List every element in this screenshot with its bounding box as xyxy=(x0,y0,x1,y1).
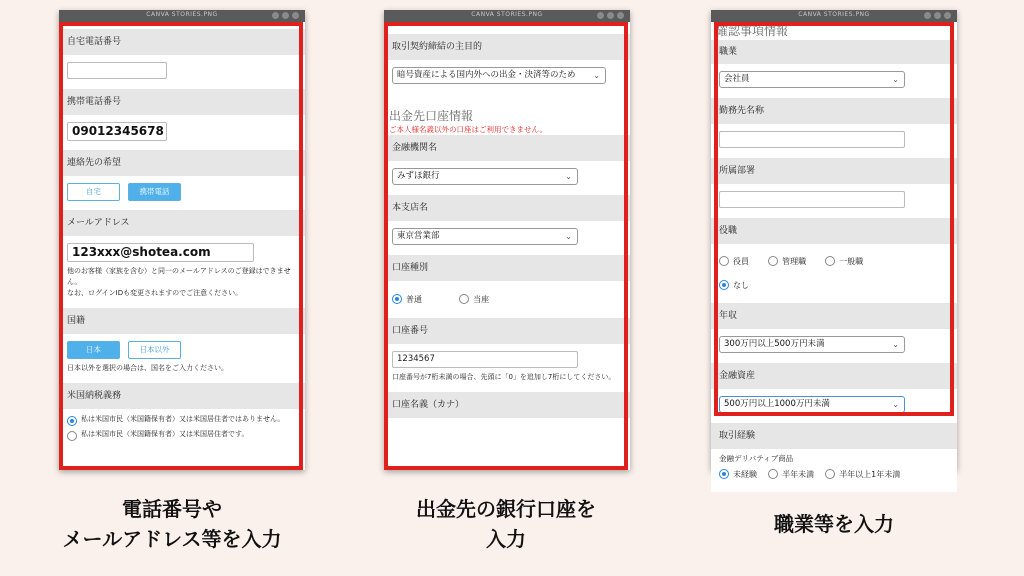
email-note-login: なお、ログインIDも変更されますのでご注意ください。 xyxy=(67,289,243,297)
branch-select[interactable]: 東京営業部 ⌄ xyxy=(392,228,578,245)
section-account-type: 口座種別 xyxy=(384,255,630,281)
account-number-input[interactable]: 1234567 xyxy=(392,351,578,368)
section-bank-name: 金融機関名 xyxy=(384,135,630,161)
window-title: CANVA STORIES.PNG xyxy=(471,11,543,18)
derivatives-label: 金融デリバティブ商品 xyxy=(719,454,794,463)
radio-icon xyxy=(67,431,77,441)
window-title: CANVA STORIES.PNG xyxy=(146,11,218,18)
section-home-phone: 自宅電話番号 xyxy=(59,29,305,55)
us-tax-option-yes[interactable]: 私は米国市民（米国籍保有者）又は米国居住者です。 xyxy=(67,429,297,441)
caption-occupation: 職業等を入力 xyxy=(774,512,894,536)
contact-mobile-button[interactable]: 携帯電話 xyxy=(128,183,181,201)
position-none-radio[interactable]: なし xyxy=(719,280,749,291)
chevron-down-icon: ⌄ xyxy=(565,172,572,181)
section-position: 役職 xyxy=(711,218,957,244)
section-account-number: 口座番号 xyxy=(384,318,630,344)
section-job: 職業 xyxy=(711,40,957,64)
assets-select[interactable]: 500万円以上1000万円未満 ⌄ xyxy=(719,396,905,413)
section-income: 年収 xyxy=(711,303,957,329)
maximize-button[interactable] xyxy=(607,12,614,19)
chevron-down-icon: ⌄ xyxy=(892,340,899,349)
caption-bank: 出金先の銀行口座を 入力 xyxy=(416,497,596,551)
radio-icon xyxy=(768,469,778,479)
close-button[interactable] xyxy=(944,12,951,19)
nationality-japan-button[interactable]: 日本 xyxy=(67,341,120,359)
chevron-down-icon: ⌄ xyxy=(892,400,899,409)
radio-icon xyxy=(825,256,835,266)
chevron-down-icon: ⌄ xyxy=(593,71,600,80)
radio-icon xyxy=(719,256,729,266)
home-phone-input[interactable] xyxy=(67,62,167,79)
section-company: 勤務先名称 xyxy=(711,98,957,124)
mobile-phone-input[interactable]: 09012345678 xyxy=(67,122,167,141)
confirmation-heading: 確認事項情報 xyxy=(716,24,789,38)
window-titlebar xyxy=(384,10,630,22)
us-tax-option-no[interactable]: 私は米国市民（米国籍保有者）又は米国居住者ではありません。 xyxy=(67,414,297,426)
type-normal-radio[interactable]: 普通 xyxy=(392,294,422,305)
radio-icon xyxy=(719,469,729,479)
section-trade-experience: 取引経験 xyxy=(711,423,957,449)
form-bank xyxy=(384,22,630,470)
app-window-occupation xyxy=(711,10,957,479)
section-us-tax: 米国納税義務 xyxy=(59,383,305,409)
department-input[interactable] xyxy=(719,191,905,208)
radio-icon xyxy=(719,280,729,290)
close-button[interactable] xyxy=(292,12,299,19)
position-officer-radio[interactable]: 役員 xyxy=(719,256,749,267)
minimize-button[interactable] xyxy=(272,12,279,19)
exp-1y-radio[interactable]: 半年以上1年未満 xyxy=(825,469,900,480)
account-number-note: 口座番号が7桁未満の場合、先頭に「0」を追加し7桁にしてください。 xyxy=(392,373,616,381)
exp-half-radio[interactable]: 半年未満 xyxy=(768,469,814,480)
chevron-down-icon: ⌄ xyxy=(892,75,899,84)
app-window-bank xyxy=(384,10,630,470)
section-mobile: 携帯電話番号 xyxy=(59,89,305,115)
radio-icon xyxy=(459,294,469,304)
form-occupation xyxy=(711,22,957,479)
section-contact-preference: 連絡先の希望 xyxy=(59,150,305,176)
position-staff-radio[interactable]: 一般職 xyxy=(825,256,863,267)
radio-icon xyxy=(392,294,402,304)
form-contact xyxy=(59,22,305,470)
minimize-button[interactable] xyxy=(597,12,604,19)
account-warning: ご本人様名義以外の口座はご利用できません。 xyxy=(389,125,547,134)
email-input[interactable]: 123xxx@shotea.com xyxy=(67,243,254,262)
section-branch: 本支店名 xyxy=(384,195,630,221)
radio-icon xyxy=(67,416,77,426)
section-account-name: 口座名義（カナ） xyxy=(384,392,630,418)
position-manager-radio[interactable]: 管理職 xyxy=(768,256,806,267)
job-select[interactable]: 会社員 ⌄ xyxy=(719,71,905,88)
nationality-other-button[interactable]: 日本以外 xyxy=(128,341,181,359)
section-nationality: 国籍 xyxy=(59,308,305,334)
section-purpose: 取引契約締結の主目的 xyxy=(384,34,630,60)
company-input[interactable] xyxy=(719,131,905,148)
chevron-down-icon: ⌄ xyxy=(565,232,572,241)
caption-contact: 電話番号や メールアドレス等を入力 xyxy=(62,497,282,551)
window-titlebar xyxy=(59,10,305,22)
type-current-radio[interactable]: 当座 xyxy=(459,294,489,305)
nationality-note: 日本以外を選択の場合は、国名をご入力ください。 xyxy=(67,364,228,372)
purpose-select[interactable]: 暗号資産による国内外への出金・決済等のため ⌄ xyxy=(392,67,606,84)
radio-icon xyxy=(825,469,835,479)
section-assets: 金融資産 xyxy=(711,363,957,389)
income-select[interactable]: 300万円以上500万円未満 ⌄ xyxy=(719,336,905,353)
maximize-button[interactable] xyxy=(282,12,289,19)
window-title: CANVA STORIES.PNG xyxy=(798,11,870,18)
maximize-button[interactable] xyxy=(934,12,941,19)
section-email: メールアドレス xyxy=(59,210,305,236)
window-titlebar xyxy=(711,10,957,22)
bank-select[interactable]: みずほ銀行 ⌄ xyxy=(392,168,578,185)
close-button[interactable] xyxy=(617,12,624,19)
minimize-button[interactable] xyxy=(924,12,931,19)
contact-home-button[interactable]: 自宅 xyxy=(67,183,120,201)
email-note: 他のお客様（家族を含む）と同一のメールアドレスのご登録はできません。 xyxy=(67,267,291,286)
account-heading: 出金先口座情報 xyxy=(389,109,474,123)
radio-icon xyxy=(768,256,778,266)
app-window-contact xyxy=(59,10,305,470)
section-department: 所属部署 xyxy=(711,158,957,184)
exp-none-radio[interactable]: 未経験 xyxy=(719,469,757,480)
